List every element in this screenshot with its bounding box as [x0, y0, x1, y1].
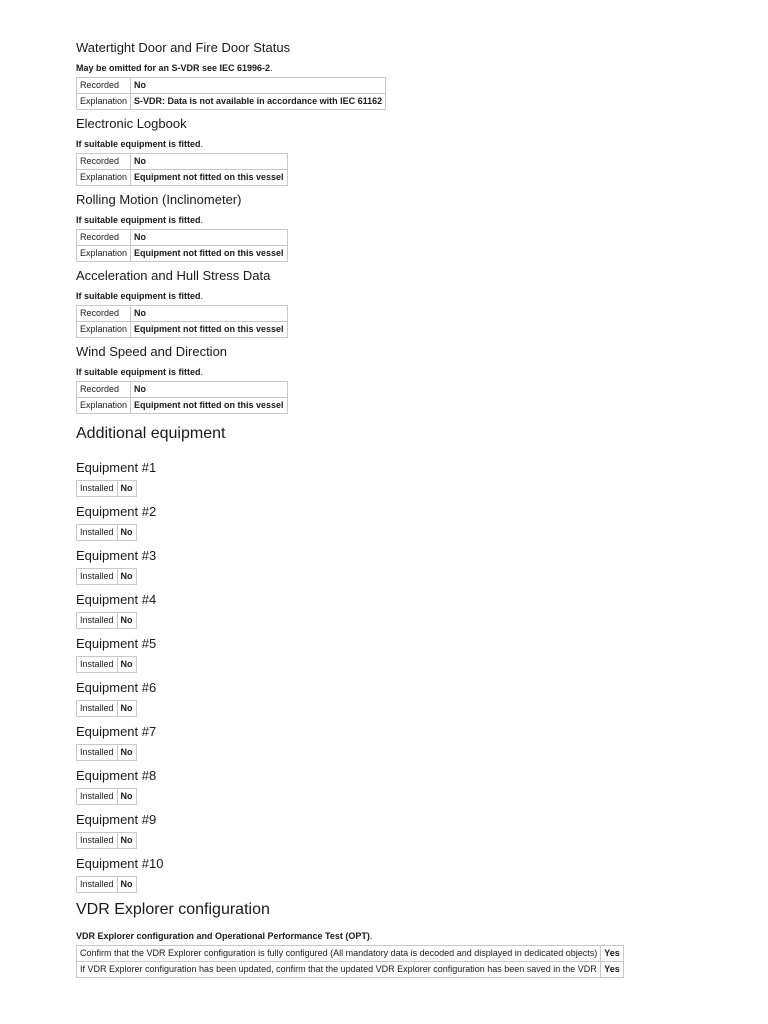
vdr-table: [76, 945, 624, 978]
row-key: Installed: [77, 833, 118, 849]
row-value: Equipment not fitted on this vessel: [131, 398, 288, 414]
table-row: [77, 946, 624, 962]
row-key: Explanation: [77, 398, 131, 414]
section-electronic-logbook: [76, 116, 728, 186]
table-row: [77, 382, 288, 398]
table-row: [77, 701, 137, 717]
section-title: Electronic Logbook: [76, 116, 187, 131]
row-value: No: [131, 154, 288, 170]
row-value: No: [117, 613, 136, 629]
table-row: [77, 481, 137, 497]
row-value: No: [131, 230, 288, 246]
equipment-table: [76, 612, 137, 629]
row-key: Explanation: [77, 322, 131, 338]
section-note: If suitable equipment is fitted.: [76, 291, 204, 301]
row-value: No: [117, 701, 136, 717]
row-key: Recorded: [77, 78, 131, 94]
row-value: No: [117, 833, 136, 849]
section-title: Watertight Door and Fire Door Status: [76, 40, 291, 55]
row-key: Installed: [77, 745, 118, 761]
row-value: No: [131, 306, 288, 322]
equipment-title: Equipment #4: [76, 592, 157, 607]
table-row: [77, 246, 288, 262]
equipment-title: Equipment #5: [76, 636, 157, 651]
equipment-title: Equipment #3: [76, 548, 157, 563]
row-value: S-VDR: Data is not available in accordance with IEC 61162: [131, 94, 386, 110]
row-value: Yes: [601, 946, 624, 962]
vdr-note: VDR Explorer configuration and Operational Performance Test (OPT).: [76, 931, 373, 941]
section-title: Acceleration and Hull Stress Data: [76, 268, 271, 283]
row-value: No: [117, 481, 136, 497]
equipment-title: Equipment #10: [76, 856, 164, 871]
table-row: [77, 322, 288, 338]
row-key: Recorded: [77, 306, 131, 322]
table-row: [77, 657, 137, 673]
additional-equipment-heading: Additional equipment: [76, 425, 226, 442]
equipment-title: Equipment #6: [76, 680, 157, 695]
table-row: [77, 833, 137, 849]
row-value: No: [117, 877, 136, 893]
row-value: No: [117, 525, 136, 541]
row-key: Installed: [77, 701, 118, 717]
table-row: [77, 94, 386, 110]
equipment-title: Equipment #1: [76, 460, 157, 475]
row-key: Recorded: [77, 382, 131, 398]
row-key: Explanation: [77, 246, 131, 262]
row-value: No: [117, 745, 136, 761]
table-row: [77, 525, 137, 541]
row-key: If VDR Explorer configuration has been updated, confirm that the updated VDR Explorer configuration has been saved in the VDR: [77, 962, 601, 978]
equipment-item: [76, 548, 728, 585]
table-row: [77, 306, 288, 322]
section-table: [76, 305, 288, 338]
section-rolling-motion: [76, 192, 728, 262]
row-key: Installed: [77, 877, 118, 893]
equipment-title: Equipment #2: [76, 504, 157, 519]
section-title: Wind Speed and Direction: [76, 344, 228, 359]
row-key: Installed: [77, 525, 118, 541]
section-table: [76, 381, 288, 414]
section-note: May be omitted for an S-VDR see IEC 61996-2.: [76, 63, 273, 73]
equipment-item: [76, 460, 728, 497]
row-value: Yes: [601, 962, 624, 978]
equipment-table: [76, 480, 137, 497]
section-acceleration-hull-stress: [76, 268, 728, 338]
table-row: [77, 789, 137, 805]
row-key: Installed: [77, 569, 118, 585]
table-row: [77, 398, 288, 414]
row-value: No: [131, 382, 288, 398]
equipment-table: [76, 832, 137, 849]
row-value: No: [131, 78, 386, 94]
section-note: If suitable equipment is fitted.: [76, 215, 204, 225]
table-row: [77, 962, 624, 978]
row-key: Installed: [77, 613, 118, 629]
row-key: Installed: [77, 481, 118, 497]
row-value: No: [117, 657, 136, 673]
equipment-item: [76, 812, 728, 849]
equipment-item: [76, 724, 728, 761]
row-value: Equipment not fitted on this vessel: [131, 246, 288, 262]
row-value: No: [117, 789, 136, 805]
equipment-table: [76, 524, 137, 541]
equipment-item: [76, 856, 728, 893]
equipment-item: [76, 504, 728, 541]
table-row: [77, 154, 288, 170]
equipment-table: [76, 568, 137, 585]
table-row: [77, 170, 288, 186]
section-wind-speed: [76, 344, 728, 414]
equipment-table: [76, 876, 137, 893]
section-note: If suitable equipment is fitted.: [76, 139, 204, 149]
section-watertight-door: [76, 40, 728, 110]
row-value: No: [117, 569, 136, 585]
equipment-title: Equipment #7: [76, 724, 157, 739]
equipment-item: [76, 680, 728, 717]
row-key: Installed: [77, 657, 118, 673]
vdr-explorer-heading: VDR Explorer configuration: [76, 901, 270, 918]
section-title: Rolling Motion (Inclinometer): [76, 192, 242, 207]
table-row: [77, 78, 386, 94]
equipment-table: [76, 788, 137, 805]
equipment-item: [76, 636, 728, 673]
row-key: Explanation: [77, 94, 131, 110]
equipment-table: [76, 656, 137, 673]
table-row: [77, 230, 288, 246]
table-row: [77, 613, 137, 629]
equipment-title: Equipment #9: [76, 812, 157, 827]
table-row: [77, 745, 137, 761]
equipment-table: [76, 744, 137, 761]
section-table: [76, 229, 288, 262]
row-key: Recorded: [77, 154, 131, 170]
equipment-item: [76, 592, 728, 629]
section-table: [76, 153, 288, 186]
row-key: Explanation: [77, 170, 131, 186]
equipment-table: [76, 700, 137, 717]
row-value: Equipment not fitted on this vessel: [131, 322, 288, 338]
table-row: [77, 569, 137, 585]
section-table: [76, 77, 386, 110]
row-key: Recorded: [77, 230, 131, 246]
row-key: Installed: [77, 789, 118, 805]
section-note: If suitable equipment is fitted.: [76, 367, 204, 377]
equipment-item: [76, 768, 728, 805]
row-value: Equipment not fitted on this vessel: [131, 170, 288, 186]
table-row: [77, 877, 137, 893]
row-key: Confirm that the VDR Explorer configuration is fully configured (All mandatory data is decoded and displayed in dedicated objects): [77, 946, 601, 962]
document-page: [76, 40, 728, 984]
equipment-title: Equipment #8: [76, 768, 157, 783]
